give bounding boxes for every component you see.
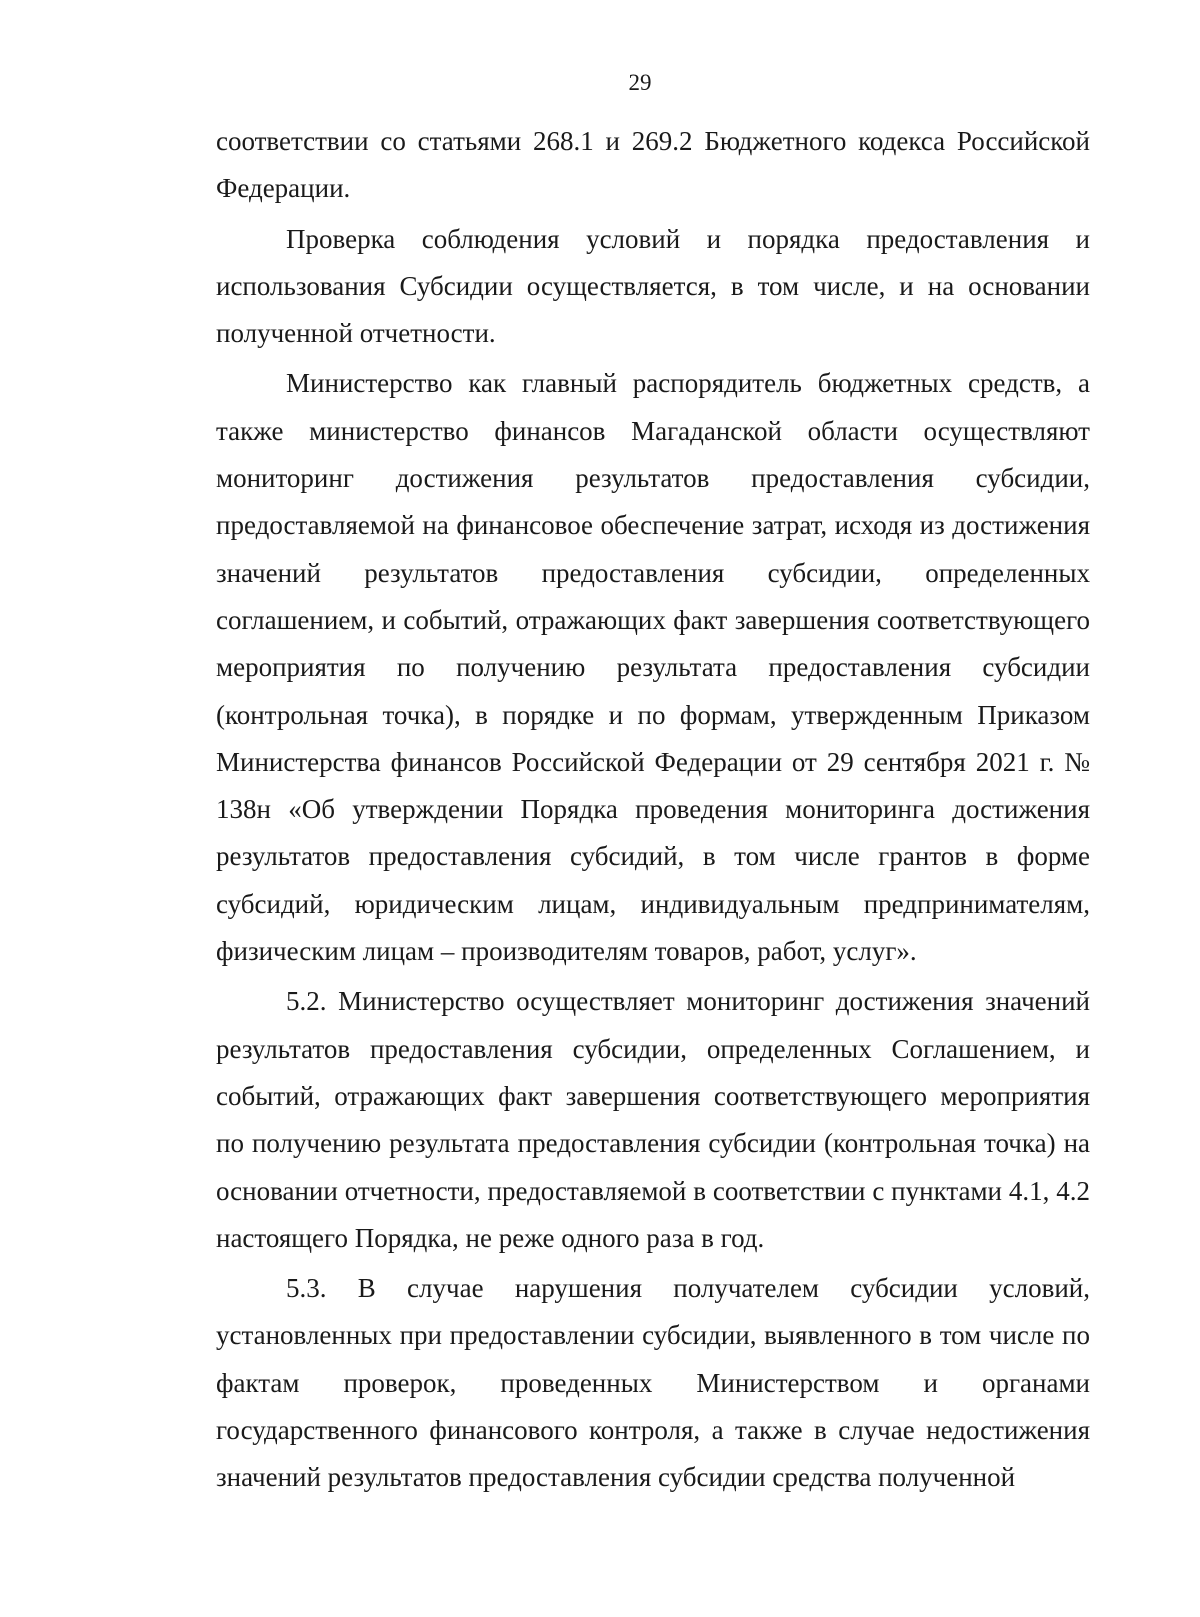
page-number: 29 bbox=[628, 70, 652, 95]
paragraph-5-2: 5.2. Министерство осуществляет мониторинг достижения значений результатов предоставления субсидии, определенных Соглашением, и событий, отражающих факт завершения соответствующего мероприятия по получению результата предоставления субсидии (контрольная точка) на основании отчетности, предоставляемой в соответствии с пунктами 4.1, 4.2 настоящего Порядка, не реже одного раза в год. bbox=[216, 986, 1090, 1253]
document-body bbox=[216, 118, 1090, 1502]
paragraph-continuation: соответствии со статьями 268.1 и 269.2 Бюджетного кодекса Российской Федерации. bbox=[216, 126, 1090, 204]
paragraph-5-3: 5.3. В случае нарушения получателем субсидии условий, установленных при предоставлении субсидии, выявленного в том числе по фактам проверок, проведенных Министерством и органами государственного финансового контроля, а также в случае недостижения значений результатов предоставления субсидии средства полученной bbox=[216, 1273, 1090, 1493]
paragraph-verification: Проверка соблюдения условий и порядка предоставления и использования Субсидии осуществляется, в том числе, и на основании полученной отчетности. bbox=[216, 223, 1090, 349]
paragraph-monitoring: Министерство как главный распорядитель бюджетных средств, а также министерство финансов Магаданской области осуществляют мониторинг достижения результатов предоставления субсидии, предоставляемой на финансовое обеспечение затрат, исходя из достижения значений результатов предоставления субсидии, определенных соглашением, и событий, отражающих факт завершения соответствующего мероприятия по получению результата предоставления субсидии (контрольная точка), в порядке и по формам, утвержденным Приказом Министерства финансов Российской Федерации от 29 сентября 2021 г. № 138н «Об утверждении Порядка проведения мониторинга достижения результатов предоставления субсидий, в том числе грантов в форме субсидий, юридическим лицам, индивидуальным предпринимателям, физическим лицам – производителям товаров, работ, услуг». bbox=[216, 368, 1090, 967]
